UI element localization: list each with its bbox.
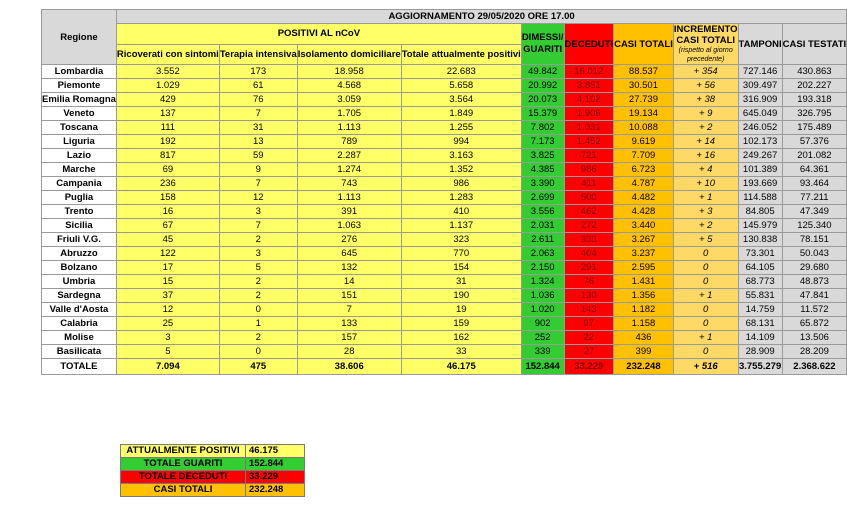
regional-data-table (41, 9, 847, 375)
cell-ricoverati: 429 (116, 93, 219, 107)
cell-regione: Marche (42, 163, 117, 177)
cell-casi-testati: 93.464 (782, 177, 847, 191)
cell-ricoverati: 137 (116, 107, 219, 121)
table-row (42, 205, 847, 219)
cell-tamponi: 68.773 (738, 275, 782, 289)
cell-ricoverati: 25 (116, 317, 219, 331)
cell-casi-testati: 28.209 (782, 345, 847, 359)
cell-isolamento: 1.705 (297, 107, 401, 121)
cell-terapia: 13 (219, 135, 297, 149)
cell-tamponi: 102.173 (738, 135, 782, 149)
cell-regione: Friuli V.G. (42, 233, 117, 247)
summary-label: TOTALE GUARITI (121, 458, 246, 471)
totale-cell-isolamento: 38.606 (297, 359, 401, 375)
cell-incremento: + 16 (673, 149, 738, 163)
cell-dimessi: 2.699 (521, 191, 564, 205)
cell-incremento: + 14 (673, 135, 738, 149)
cell-deceduti: 721 (564, 149, 614, 163)
cell-terapia: 2 (219, 233, 297, 247)
cell-totale-positivi: 159 (401, 317, 521, 331)
cell-deceduti: 143 (564, 303, 614, 317)
cell-dimessi: 20.073 (521, 93, 564, 107)
table-row (42, 331, 847, 345)
cell-regione: Campania (42, 177, 117, 191)
cell-casi-testati: 193.318 (782, 93, 847, 107)
cell-totale-positivi: 33 (401, 345, 521, 359)
cell-totale-positivi: 1.255 (401, 121, 521, 135)
cell-totale-positivi: 1.137 (401, 219, 521, 233)
cell-deceduti: 291 (564, 261, 614, 275)
cell-terapia: 2 (219, 331, 297, 345)
cell-isolamento: 1.113 (297, 191, 401, 205)
table-row (42, 261, 847, 275)
totale-cell-incremento: + 516 (673, 359, 738, 375)
cell-casi-totali: 9.619 (614, 135, 674, 149)
cell-isolamento: 132 (297, 261, 401, 275)
cell-dimessi: 1.036 (521, 289, 564, 303)
cell-dimessi: 7.802 (521, 121, 564, 135)
cell-totale-positivi: 5.658 (401, 79, 521, 93)
cell-tamponi: 249.267 (738, 149, 782, 163)
summary-row (121, 484, 305, 497)
cell-ricoverati: 817 (116, 149, 219, 163)
cell-deceduti: 3.851 (564, 79, 614, 93)
totale-cell-dimessi: 152.844 (521, 359, 564, 375)
table-row (42, 93, 847, 107)
cell-totale-positivi: 22.683 (401, 65, 521, 79)
cell-casi-testati: 29.680 (782, 261, 847, 275)
cell-isolamento: 276 (297, 233, 401, 247)
cell-casi-testati: 326.795 (782, 107, 847, 121)
cell-incremento: + 1 (673, 191, 738, 205)
header-deceduti: DECEDUTI (564, 24, 614, 65)
table-row (42, 233, 847, 247)
cell-deceduti: 333 (564, 233, 614, 247)
cell-casi-totali: 1.356 (614, 289, 674, 303)
cell-incremento: + 38 (673, 93, 738, 107)
cell-totale-positivi: 19 (401, 303, 521, 317)
cell-terapia: 7 (219, 107, 297, 121)
totale-row (42, 359, 847, 375)
cell-casi-testati: 47.841 (782, 289, 847, 303)
cell-tamponi: 14.759 (738, 303, 782, 317)
cell-terapia: 1 (219, 317, 297, 331)
cell-deceduti: 272 (564, 219, 614, 233)
cell-ricoverati: 3 (116, 331, 219, 345)
cell-casi-testati: 65.872 (782, 317, 847, 331)
cell-isolamento: 789 (297, 135, 401, 149)
table-row (42, 191, 847, 205)
cell-incremento: 0 (673, 275, 738, 289)
table-row (42, 177, 847, 191)
table-row (42, 149, 847, 163)
table-row (42, 79, 847, 93)
cell-deceduti: 16.012 (564, 65, 614, 79)
header-incremento-title: INCREMENTO CASI TOTALI (673, 24, 738, 46)
cell-terapia: 2 (219, 275, 297, 289)
header-aggiornamento: AGGIORNAMENTO 29/05/2020 ORE 17.00 (116, 10, 846, 24)
totale-cell-ricoverati: 7.094 (116, 359, 219, 375)
cell-terapia: 9 (219, 163, 297, 177)
cell-terapia: 7 (219, 177, 297, 191)
cell-tamponi: 68.131 (738, 317, 782, 331)
summary-value: 232.248 (246, 484, 305, 497)
cell-isolamento: 7 (297, 303, 401, 317)
cell-totale-positivi: 3.163 (401, 149, 521, 163)
cell-ricoverati: 69 (116, 163, 219, 177)
cell-incremento: 0 (673, 303, 738, 317)
cell-incremento: 0 (673, 261, 738, 275)
cell-incremento: + 1 (673, 331, 738, 345)
cell-ricoverati: 5 (116, 345, 219, 359)
cell-terapia: 31 (219, 121, 297, 135)
table-body (42, 65, 847, 375)
cell-regione: Liguria (42, 135, 117, 149)
cell-dimessi: 2.611 (521, 233, 564, 247)
cell-regione: Lazio (42, 149, 117, 163)
cell-tamponi: 101.389 (738, 163, 782, 177)
cell-terapia: 7 (219, 219, 297, 233)
header-ricoverati: Ricoverati con sintomi (116, 44, 219, 65)
header-regione: Regione (42, 10, 117, 65)
cell-regione: Toscana (42, 121, 117, 135)
cell-terapia: 5 (219, 261, 297, 275)
cell-casi-totali: 10.088 (614, 121, 674, 135)
cell-deceduti: 462 (564, 205, 614, 219)
cell-ricoverati: 12 (116, 303, 219, 317)
header-totale-positivi: Totale attualmente positivi (401, 44, 521, 65)
cell-casi-totali: 2.595 (614, 261, 674, 275)
cell-ricoverati: 122 (116, 247, 219, 261)
header-incremento (673, 24, 738, 65)
cell-ricoverati: 1.029 (116, 79, 219, 93)
cell-isolamento: 4.568 (297, 79, 401, 93)
cell-casi-testati: 11.572 (782, 303, 847, 317)
cell-dimessi: 902 (521, 317, 564, 331)
cell-regione: Basilicata (42, 345, 117, 359)
cell-totale-positivi: 994 (401, 135, 521, 149)
summary-row (121, 471, 305, 484)
summary-value: 33.229 (246, 471, 305, 484)
cell-ricoverati: 15 (116, 275, 219, 289)
cell-tamponi: 114.588 (738, 191, 782, 205)
cell-casi-totali: 6.723 (614, 163, 674, 177)
cell-casi-totali: 1.158 (614, 317, 674, 331)
cell-terapia: 3 (219, 247, 297, 261)
cell-isolamento: 28 (297, 345, 401, 359)
table-row (42, 65, 847, 79)
cell-casi-testati: 201.082 (782, 149, 847, 163)
cell-tamponi: 727.146 (738, 65, 782, 79)
cell-isolamento: 743 (297, 177, 401, 191)
table-row (42, 289, 847, 303)
cell-isolamento: 1.063 (297, 219, 401, 233)
cell-incremento: + 2 (673, 121, 738, 135)
cell-tamponi: 645.049 (738, 107, 782, 121)
cell-deceduti: 1.906 (564, 107, 614, 121)
table-row (42, 317, 847, 331)
cell-deceduti: 411 (564, 177, 614, 191)
cell-terapia: 173 (219, 65, 297, 79)
table-row (42, 121, 847, 135)
cell-ricoverati: 111 (116, 121, 219, 135)
cell-regione: Veneto (42, 107, 117, 121)
cell-casi-totali: 4.428 (614, 205, 674, 219)
cell-casi-totali: 1.182 (614, 303, 674, 317)
cell-incremento: + 9 (673, 107, 738, 121)
cell-dimessi: 7.173 (521, 135, 564, 149)
header-incremento-note: (rispetto al giorno precedente) (678, 47, 733, 63)
cell-dimessi: 20.992 (521, 79, 564, 93)
cell-totale-positivi: 1.283 (401, 191, 521, 205)
cell-casi-testati: 125.340 (782, 219, 847, 233)
totale-cell-totale-positivi: 46.175 (401, 359, 521, 375)
cell-regione: Bolzano (42, 261, 117, 275)
cell-ricoverati: 3.552 (116, 65, 219, 79)
cell-dimessi: 49.842 (521, 65, 564, 79)
header-terapia: Terapia intensiva (219, 44, 297, 65)
cell-terapia: 2 (219, 289, 297, 303)
summary-label: CASI TOTALI (121, 484, 246, 497)
cell-incremento: 0 (673, 317, 738, 331)
cell-tamponi: 309.497 (738, 79, 782, 93)
cell-deceduti: 1.452 (564, 135, 614, 149)
cell-casi-totali: 4.482 (614, 191, 674, 205)
cell-dimessi: 2.063 (521, 247, 564, 261)
cell-casi-totali: 436 (614, 331, 674, 345)
cell-isolamento: 1.113 (297, 121, 401, 135)
cell-deceduti: 97 (564, 317, 614, 331)
cell-casi-totali: 19.134 (614, 107, 674, 121)
cell-casi-totali: 27.739 (614, 93, 674, 107)
cell-deceduti: 22 (564, 331, 614, 345)
header-isolamento: Isolamento domiciliare (297, 44, 401, 65)
cell-dimessi: 3.556 (521, 205, 564, 219)
cell-incremento: + 1 (673, 289, 738, 303)
table-row (42, 247, 847, 261)
cell-casi-totali: 4.787 (614, 177, 674, 191)
cell-deceduti: 986 (564, 163, 614, 177)
cell-dimessi: 15.379 (521, 107, 564, 121)
cell-incremento: + 354 (673, 65, 738, 79)
cell-casi-totali: 3.440 (614, 219, 674, 233)
cell-regione: Calabria (42, 317, 117, 331)
cell-casi-testati: 77.211 (782, 191, 847, 205)
totale-cell-tamponi: 3.755.279 (738, 359, 782, 375)
cell-totale-positivi: 410 (401, 205, 521, 219)
cell-casi-totali: 30.501 (614, 79, 674, 93)
cell-terapia: 3 (219, 205, 297, 219)
cell-isolamento: 1.274 (297, 163, 401, 177)
cell-dimessi: 252 (521, 331, 564, 345)
cell-incremento: + 3 (673, 205, 738, 219)
cell-ricoverati: 16 (116, 205, 219, 219)
cell-tamponi: 64.105 (738, 261, 782, 275)
summary-value: 152.844 (246, 458, 305, 471)
cell-casi-totali: 7.709 (614, 149, 674, 163)
cell-totale-positivi: 3.564 (401, 93, 521, 107)
summary-label: ATTUALMENTE POSITIVI (121, 445, 246, 458)
cell-totale-positivi: 154 (401, 261, 521, 275)
cell-ricoverati: 192 (116, 135, 219, 149)
cell-casi-totali: 3.267 (614, 233, 674, 247)
cell-tamponi: 316.909 (738, 93, 782, 107)
cell-terapia: 76 (219, 93, 297, 107)
table-row (42, 275, 847, 289)
cell-incremento: + 2 (673, 219, 738, 233)
header-casi-totali: CASI TOTALI (614, 24, 674, 65)
table-row (42, 303, 847, 317)
cell-ricoverati: 37 (116, 289, 219, 303)
cell-tamponi: 14.109 (738, 331, 782, 345)
cell-totale-positivi: 770 (401, 247, 521, 261)
cell-incremento: 0 (673, 247, 738, 261)
cell-deceduti: 404 (564, 247, 614, 261)
summary-label: TOTALE DECEDUTI (121, 471, 246, 484)
cell-regione: Emilia Romagna (42, 94, 116, 105)
header-tamponi: TAMPONI (738, 24, 782, 65)
cell-ricoverati: 67 (116, 219, 219, 233)
cell-deceduti: 130 (564, 289, 614, 303)
cell-terapia: 12 (219, 191, 297, 205)
cell-casi-testati: 13.506 (782, 331, 847, 345)
cell-totale-positivi: 162 (401, 331, 521, 345)
cell-ricoverati: 158 (116, 191, 219, 205)
totale-cell-terapia: 475 (219, 359, 297, 375)
cell-regione: Umbria (42, 275, 117, 289)
cell-casi-testati: 64.361 (782, 163, 847, 177)
cell-casi-totali: 88.537 (614, 65, 674, 79)
table-row (42, 107, 847, 121)
cell-incremento: 0 (673, 345, 738, 359)
cell-tamponi: 73.301 (738, 247, 782, 261)
cell-incremento: + 56 (673, 79, 738, 93)
cell-ricoverati: 17 (116, 261, 219, 275)
cell-isolamento: 18.958 (297, 65, 401, 79)
cell-regione: Trento (42, 205, 117, 219)
cell-dimessi: 4.385 (521, 163, 564, 177)
cell-dimessi: 1.324 (521, 275, 564, 289)
cell-casi-totali: 3.237 (614, 247, 674, 261)
cell-totale-positivi: 986 (401, 177, 521, 191)
totale-cell-regione: TOTALE (42, 359, 117, 375)
totale-cell-casi-testati: 2.368.622 (782, 359, 847, 375)
cell-regione: Sardegna (42, 289, 117, 303)
cell-regione: Valle d'Aosta (42, 303, 117, 317)
cell-ricoverati: 45 (116, 233, 219, 247)
cell-deceduti: 1.031 (564, 121, 614, 135)
cell-dimessi: 3.390 (521, 177, 564, 191)
cell-terapia: 0 (219, 345, 297, 359)
cell-isolamento: 391 (297, 205, 401, 219)
cell-casi-testati: 202.227 (782, 79, 847, 93)
cell-tamponi: 28.909 (738, 345, 782, 359)
table-row (42, 345, 847, 359)
cell-tamponi: 55.831 (738, 289, 782, 303)
cell-dimessi: 2.150 (521, 261, 564, 275)
cell-totale-positivi: 1.352 (401, 163, 521, 177)
header-dimessi: DIMESSI/ GUARITI (521, 24, 564, 65)
table-row (42, 135, 847, 149)
cell-deceduti: 27 (564, 345, 614, 359)
cell-totale-positivi: 31 (401, 275, 521, 289)
table-row (42, 163, 847, 177)
cell-regione: Lombardia (42, 65, 117, 79)
cell-incremento: + 4 (673, 163, 738, 177)
summary-table (120, 444, 305, 497)
cell-totale-positivi: 323 (401, 233, 521, 247)
cell-isolamento: 151 (297, 289, 401, 303)
cell-totale-positivi: 190 (401, 289, 521, 303)
cell-regione: Molise (42, 331, 117, 345)
cell-regione: Abruzzo (42, 247, 117, 261)
summary-row (121, 458, 305, 471)
cell-terapia: 0 (219, 303, 297, 317)
cell-tamponi: 84.805 (738, 205, 782, 219)
cell-isolamento: 133 (297, 317, 401, 331)
cell-deceduti: 76 (564, 275, 614, 289)
cell-dimessi: 1.020 (521, 303, 564, 317)
cell-regione: Puglia (42, 191, 117, 205)
cell-tamponi: 193.669 (738, 177, 782, 191)
covid-regional-table-container (41, 9, 847, 375)
cell-tamponi: 246.052 (738, 121, 782, 135)
table-row (42, 219, 847, 233)
summary-value: 46.175 (246, 445, 305, 458)
cell-casi-testati: 175.489 (782, 121, 847, 135)
cell-dimessi: 339 (521, 345, 564, 359)
cell-casi-totali: 1.431 (614, 275, 674, 289)
cell-casi-testati: 50.043 (782, 247, 847, 261)
cell-totale-positivi: 1.849 (401, 107, 521, 121)
cell-casi-totali: 399 (614, 345, 674, 359)
summary-row (121, 445, 305, 458)
header-casi-testati: CASI TESTATI (782, 24, 847, 65)
cell-incremento: + 5 (673, 233, 738, 247)
cell-casi-testati: 78.151 (782, 233, 847, 247)
cell-regione: Sicilia (42, 219, 117, 233)
totale-cell-deceduti: 33.229 (564, 359, 614, 375)
cell-ricoverati: 236 (116, 177, 219, 191)
cell-isolamento: 3.059 (297, 93, 401, 107)
cell-casi-testati: 47.349 (782, 205, 847, 219)
cell-terapia: 61 (219, 79, 297, 93)
cell-dimessi: 3.825 (521, 149, 564, 163)
cell-tamponi: 130.838 (738, 233, 782, 247)
cell-deceduti: 4.102 (564, 93, 614, 107)
cell-terapia: 59 (219, 149, 297, 163)
cell-incremento: + 10 (673, 177, 738, 191)
cell-isolamento: 2.287 (297, 149, 401, 163)
cell-isolamento: 157 (297, 331, 401, 345)
cell-tamponi: 145.979 (738, 219, 782, 233)
totale-cell-casi-totali: 232.248 (614, 359, 674, 375)
cell-dimessi: 2.031 (521, 219, 564, 233)
cell-isolamento: 14 (297, 275, 401, 289)
cell-deceduti: 500 (564, 191, 614, 205)
cell-casi-testati: 430.863 (782, 65, 847, 79)
header-positivi-group: POSITIVI AL nCoV (116, 24, 521, 45)
cell-regione: Piemonte (42, 79, 117, 93)
cell-isolamento: 645 (297, 247, 401, 261)
cell-casi-testati: 48.873 (782, 275, 847, 289)
cell-casi-testati: 57.376 (782, 135, 847, 149)
